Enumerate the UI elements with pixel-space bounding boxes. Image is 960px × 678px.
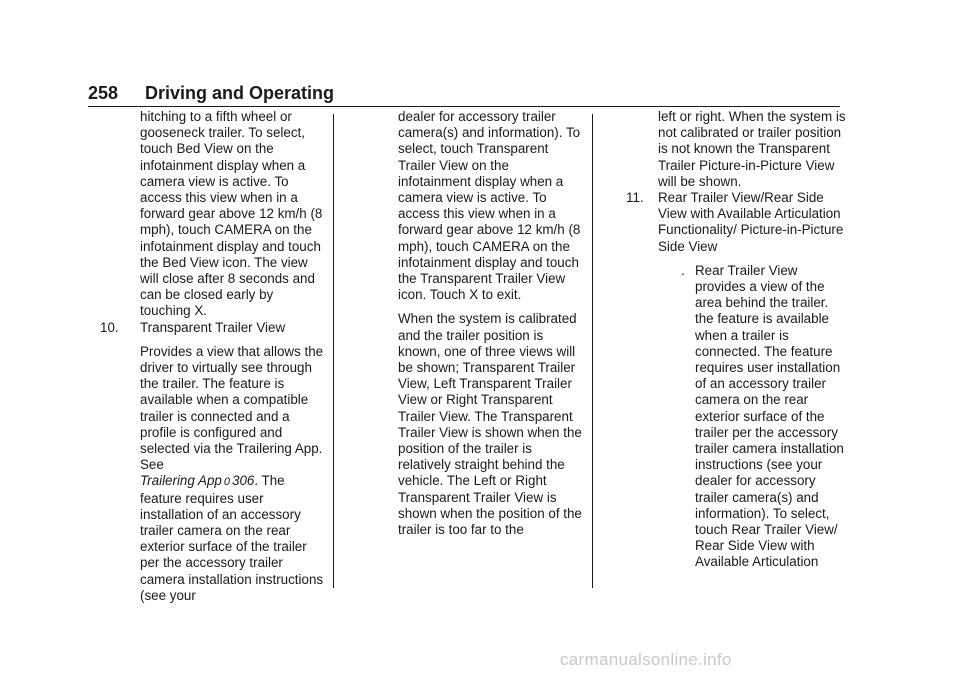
list-item-title: Transparent Trailer View: [140, 319, 286, 335]
continued-paragraph: hitching to a fifth wheel or gooseneck trailer. To select, touch Bed View on the infotainment display when a camera view is active. To access this view when in a forward gear above 12 km/h (8 mph), touch CAMERA on the infotainment display and touch the Bed View icon. The view will close after 8 seconds and can be closed early by touching X.: [140, 109, 323, 319]
list-item-title: Rear Trailer View/Rear Side View with Available Articulation Functionality/ Picture-in-Picture Side View: [658, 190, 844, 254]
link-page: 306: [232, 473, 255, 489]
list-item-10: [100, 320, 325, 336]
column-2: [398, 109, 583, 538]
cross-reference-link[interactable]: [140, 473, 254, 488]
link-text: Trailering App: [140, 473, 222, 489]
paragraph: dealer for accessory trailer camera(s) and information). To select, touch Transparent Trailer View on the infotainment display when a camera view is active. To access this view when in a forward gear above 12 km/h (8 mph), touch CAMERA on the infotainment display and touch the Transparent Trailer View icon. Touch X to exit.: [398, 109, 581, 303]
list-item-number: 11.: [626, 190, 644, 206]
page-reference-icon: 0: [223, 476, 230, 489]
description-text: Provides a view that allows the driver to virtually see through the trailer. The feature is available when a compatible trailer is connected and a profile is configured and selected via the Trailering App. See: [140, 343, 324, 473]
column-3: [626, 109, 846, 571]
column-1: [100, 109, 325, 604]
continued-paragraph: left or right. When the system is not calibrated or trailer position is not known the Transparent Trailer Picture-in-Picture View will be shown.: [658, 109, 846, 189]
page-header: [88, 82, 840, 107]
bullet-icon: .: [681, 262, 685, 278]
item-10-description: [100, 344, 325, 604]
column-divider: [592, 114, 593, 588]
column-divider: [333, 114, 334, 588]
watermark: carmanualsonline.info: [560, 650, 732, 669]
bullet-item: [626, 263, 846, 571]
paragraph: When the system is calibrated and the trailer position is known, one of three views will be shown; Transparent Trailer View, Left Transparent Trailer View or Right Transparent Trailer View. The Transparent Trailer View is shown when the position of the trailer is relatively straight behind the vehicle. The Left or Right Transparent Trailer View is shown when the position of the trailer is too far to the: [398, 311, 582, 538]
bullet-text: Rear Trailer View provides a view of the area behind the trailer. the feature is available when a trailer is connected. The feature requires user installation of an accessory trailer camera on the rear exterior surface of the trailer per the accessory trailer camera installation instructions (see your dealer for accessory trailer camera(s) and information). To select, touch Rear Trailer View/ Rear Side View with Available Articulation: [695, 262, 844, 570]
list-item-11: [626, 190, 846, 255]
list-item-number: 10.: [100, 319, 119, 335]
page-number: 258: [88, 83, 119, 103]
description-text-continued: . The feature requires user installation of an accessory trailer camera on the rear exterior surface of the trailer per the accessory trailer camera installation instructions (see your: [140, 473, 324, 603]
section-title: Driving and Operating: [145, 83, 335, 103]
